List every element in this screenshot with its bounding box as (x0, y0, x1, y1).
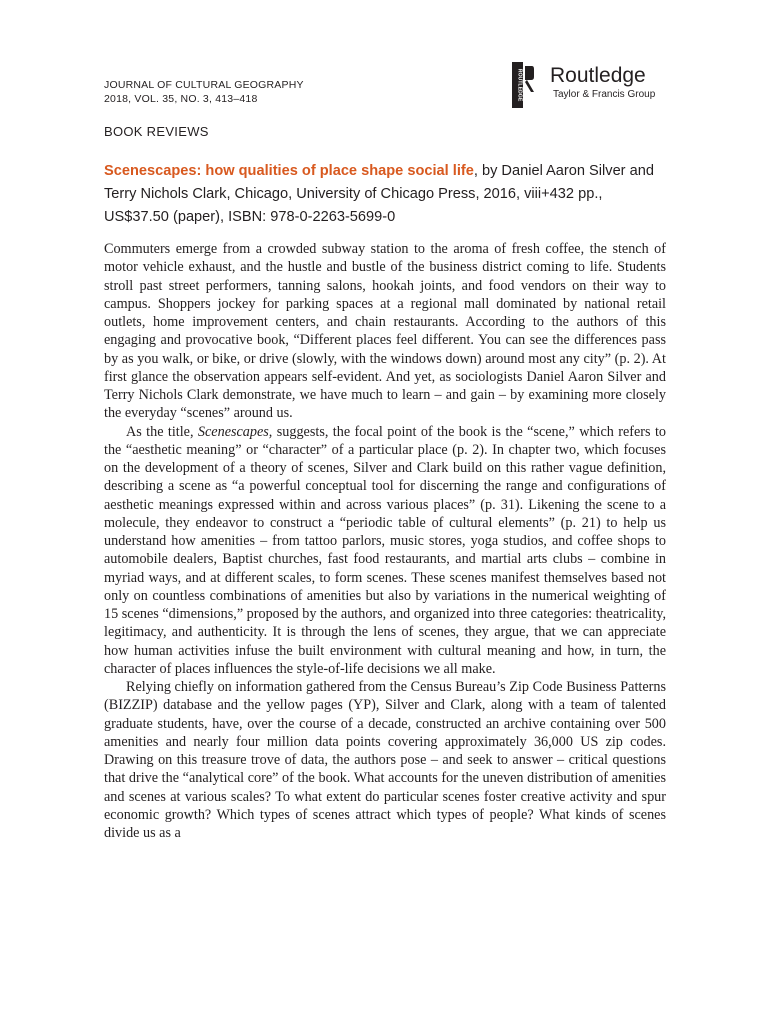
routledge-logo-icon (512, 62, 534, 108)
journal-issue: 2018, VOL. 35, NO. 3, 413–418 (104, 93, 258, 105)
book-citation (104, 160, 670, 229)
publisher-name: Routledge (550, 64, 646, 87)
paragraph-2: As the title, Scenescapes, suggests, the focal point of the book is the “scene,” which refers to the “aesthetic meaning” or “character” of a particular place (p. 2). In chapter two, which focuses on the development of a theory of scenes, Silver and Clark build on this rather vague definition, describing a scene as “a powerful conceptual tool for discerning the range and configurations of aesthetic meanings expressed within and across various places” (p. 31). Likening the scene to a molecule, they endeavor to construct a “periodic table of cultural elements” (p. 21) to help us understand how amenities – from tattoo parlors, music stores, yoga studios, and coffee shops to automobile dealers, Baptist churches, fast food restaurants, and martial arts clubs – combine in myriad ways, and at different scales, to form scenes. These scenes manifest themselves based not only on countless combinations of amenities but also by variations in the numerical weighting of 15 scenes “dimensions,” proposed by the authors, and organized into three categories: theatricality, legitimacy, and authenticity. It is through the lens of scenes, they argue, that we can appreciate how human activities infuse the built environment with cultural meaning and how, in turn, the character of places influences the style-of-life decisions we all make. (104, 423, 666, 677)
book-details: , by Daniel Aaron Silver and Terry Nichols Clark, Chicago, University of Chicago Press, 2016, viii+432 pp., US$37.50 (paper), ISBN: 978-0-2263-5699-0 (104, 163, 654, 225)
publisher-logo (512, 62, 672, 108)
review-body (104, 240, 666, 842)
paragraph-1: Commuters emerge from a crowded subway station to the aroma of fresh coffee, the stench of motor vehicle exhaust, and the hustle and bustle of the business district coming to life. Students stroll past street performers, tanning salons, hookah joints, and food vendors on their way to campus. Shoppers jockey for parking spaces at a regional mall dominated by national retail outlets, home improvement centers, and chain restaurants. According to the authors of this engaging and provocative book, “Different places feel different. You can see the differences pass by as you walk, or bike, or drive (slowly, with the windows down) around most any city” (p. 2). At first glance the observation appears self-evident. And yet, as sociologists Daniel Aaron Silver and Terry Nichols Clark demonstrate, we have much to learn – and gain – by examining more closely the everyday “scenes” around us. (104, 241, 666, 422)
logo-mark-text: ROUTLEDGE (516, 68, 523, 102)
publisher-group: Taylor & Francis Group (553, 89, 656, 100)
book-title: Scenescapes: how qualities of place shape social life (104, 163, 474, 179)
journal-name: JOURNAL OF CULTURAL GEOGRAPHY (104, 79, 304, 91)
section-heading: BOOK REVIEWS (104, 124, 209, 139)
journal-header (104, 78, 304, 106)
book-title-italic: Scenescapes, (197, 423, 273, 440)
paragraph-3: Relying chiefly on information gathered from the Census Bureau’s Zip Code Business Patterns (BIZZIP) database and the yellow pages (YP), Silver and Clark, along with a team of talented graduate students, have, over the course of a decade, constructed an archive containing over 500 amenities and nearly four million data points covering approximately 36,000 US zip codes. Drawing on this treasure trove of data, the authors pose – and seek to answer – critical questions that drive the “analytical core” of the book. What accounts for the uneven distribution of amenities and scenes at various scales? To what extent do particular scenes foster creative activity and spur economic growth? Which types of scenes attract which types of people? What kinds of scenes divide us as a (104, 679, 666, 841)
